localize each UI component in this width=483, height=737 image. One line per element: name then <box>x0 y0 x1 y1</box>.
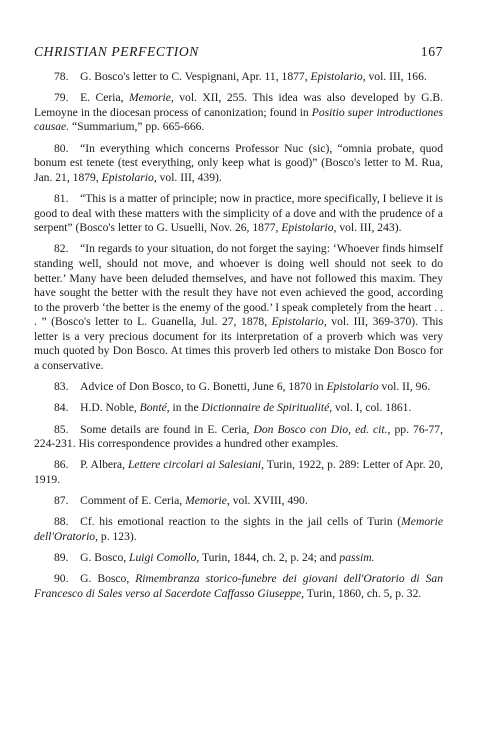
endnote-text: vol. XVIII, 490. <box>229 494 308 508</box>
endnote <box>34 494 443 509</box>
endnote <box>34 423 443 452</box>
endnote-number: 82. <box>54 242 69 256</box>
endnote-text: Turin, 1844, ch. 2, p. 24; and <box>199 551 340 565</box>
endnote-text: G. Bosco's letter to C. Vespignani, Apr. 11, 1877, <box>80 70 311 83</box>
endnote-number: 84. <box>54 401 69 415</box>
endnote-number: 89. <box>54 551 69 565</box>
endnote-number: 86. <box>54 458 69 472</box>
endnote-italic-text: Memorie, <box>185 494 230 508</box>
endnote-text: pp. 76-77, 224-231. His correspondence provides a hundred other examples. <box>34 422 443 451</box>
endnote-text: “Summarium,” pp. 665-666. <box>69 120 205 134</box>
endnote-italic-text: Don Bosco con Dio, ed. cit., <box>253 422 391 436</box>
endnote-text: G. Bosco, <box>80 572 136 586</box>
endnote-text: vol. III, 243). <box>336 221 402 235</box>
running-title: CHRISTIAN PERFECTION <box>34 44 199 59</box>
endnote <box>34 70 443 85</box>
endnote-italic-text: Epistolario, <box>310 70 366 83</box>
endnote-italic-text: Bonté, <box>139 401 170 415</box>
endnote-text: Cf. his emotional reaction to the sights in the jail cells of Turin ( <box>80 515 402 529</box>
endnote-text: vol. XII, 255. This idea was also developed by G.B. Lemoyne in the diocesan process of canonization; found in <box>34 91 443 119</box>
endnote-number: 85. <box>54 422 69 436</box>
endnote-text: G. Bosco, <box>80 551 130 565</box>
endnote <box>34 515 443 544</box>
endnote-text: vol. III, 439). <box>156 170 222 184</box>
endnote-italic-text: Epistolario, <box>281 221 337 235</box>
endnote-italic-text: Memorie, <box>129 91 174 105</box>
endnote-text: in the <box>169 401 202 415</box>
endnote-text: H.D. Noble, <box>80 401 140 415</box>
endnote-text: “In regards to your situation, do not forget the saying: ‘Whoever finds himself standing well, should not move, and whoever is doing well should not seek to do better.’ Many have been deluded themselves, and have not followed this maxim. They have sought the better with the result they have not even achieved the good, according to the proverb ‘the better is the enemy of the good.’ I speak completely from the heart . . . ” (Bosco's letter to L. Guanella, Jul. 27, 1878, <box>34 242 443 329</box>
endnote-italic-text: passim. <box>339 551 375 565</box>
endnote <box>34 572 443 601</box>
endnote-number: 81. <box>54 191 69 205</box>
endnote <box>34 91 443 135</box>
endnote-italic-text: Rimembranza storico-funebre dei giovani dell'Oratorio di San Francesco di Sales verso al Sacerdote Caffasso Giuseppe, <box>34 572 443 600</box>
endnote-number: 88. <box>54 515 69 529</box>
endnote-text: vol. III, 166. <box>365 70 427 83</box>
endnote-text: vol. III, 369-370). This letter is a very precious document for its interpretation of a proverb which was very much quoted by Don Bosco. At times this proverb led others to mistake Don Bosco for a conservative. <box>34 315 443 373</box>
endnote-text: “In everything which concerns Professor Nuc (sic), “omnia probate, quod bonum est tenete (test everything, only keep what is good)” (Bosco's letter to M. Rua, Jan. 21, 1879, <box>34 141 443 184</box>
endnote-italic-text: Luigi Comollo, <box>129 551 200 565</box>
endnote-text: P. Albera, <box>80 458 128 472</box>
endnote-text: Turin, 1922, p. 289: Letter of Apr. 20, 1919. <box>34 458 443 486</box>
endnote-italic-text: Epistolario <box>326 380 379 394</box>
endnote-text: “This is a matter of principle; now in practice, more specifically, I believe it is good to deal with these matters with the simplicity of a dove and with the prudence of a serpent” (Bosco's letter to G. Usuelli, Nov. 26, 1877, <box>34 191 443 235</box>
endnote <box>34 380 443 395</box>
endnote-number: 80. <box>54 141 69 155</box>
page-number: 167 <box>420 44 443 59</box>
endnote <box>34 192 443 236</box>
endnote-number: 78. <box>54 70 69 83</box>
endnote-italic-text: Lettere circolari ai Salesiani, <box>127 458 264 472</box>
endnote-number: 87. <box>54 494 69 508</box>
endnote-text: Turin, 1860, ch. 5, p. 32. <box>304 586 422 600</box>
endnote-italic-text: Epistolario, <box>101 170 157 184</box>
endnote <box>34 142 443 186</box>
endnote <box>34 242 443 373</box>
endnote-italic-text: Positio super introductiones causae. <box>34 105 443 134</box>
endnote-italic-text: Memorie dell'Oratorio, <box>34 515 443 543</box>
endnote <box>34 551 443 566</box>
endnote-text: Comment of E. Ceria, <box>80 494 186 508</box>
running-header <box>34 44 443 60</box>
endnote-text: Advice of Don Bosco, to G. Bonetti, June 6, 1870 in <box>80 380 327 394</box>
endnote-italic-text: Epistolario, <box>271 315 327 329</box>
endnotes-list <box>34 70 443 608</box>
endnote-number: 90. <box>54 572 69 586</box>
endnote-number: 83. <box>54 380 69 394</box>
endnote-italic-text: Dictionnaire de Spiritualité, <box>201 401 333 415</box>
endnote-text: p. 123). <box>98 529 137 543</box>
endnote <box>34 401 443 416</box>
endnote-text: vol. I, col. 1861. <box>332 401 412 415</box>
endnote-text: E. Ceria, <box>80 91 130 105</box>
endnote-text: Some details are found in E. Ceria, <box>80 422 254 436</box>
endnote <box>34 458 443 487</box>
endnote-number: 79. <box>54 91 69 105</box>
endnote-text: vol. II, 96. <box>378 380 431 394</box>
